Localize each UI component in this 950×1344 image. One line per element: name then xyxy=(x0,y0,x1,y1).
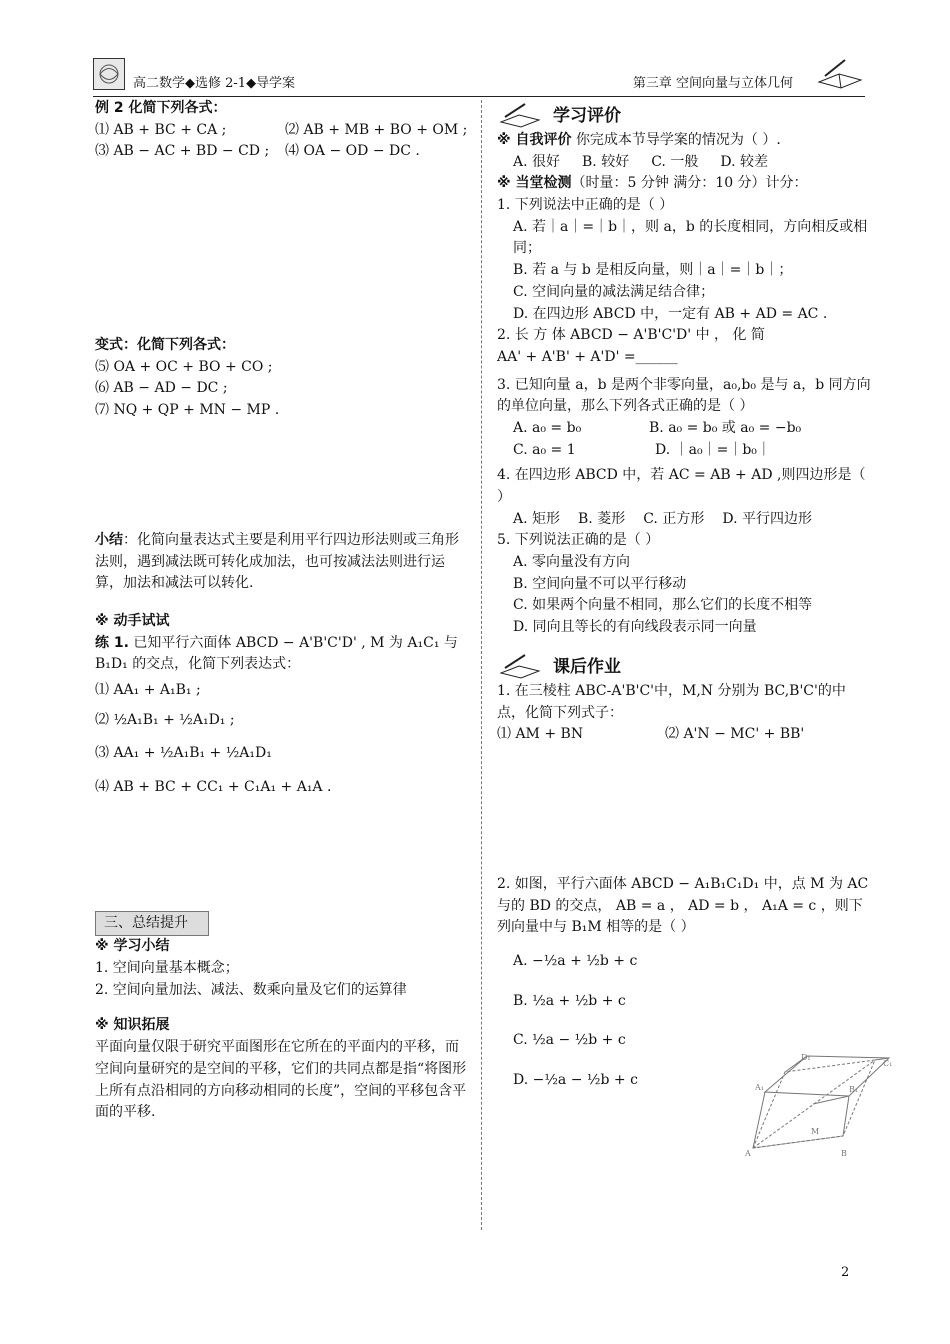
self-eval-text: 你完成本节导学案的情况为（ ）. xyxy=(575,132,781,148)
page-number: 2 xyxy=(841,1265,850,1280)
page-header xyxy=(93,58,865,97)
book-icon xyxy=(497,102,545,130)
exercise-item-2: ⑵ ½A₁B₁ + ½A₁D₁ ; xyxy=(95,711,235,728)
homework-1-items xyxy=(497,724,872,746)
section3-title: 三、总结提升 xyxy=(95,911,209,937)
homework-heading xyxy=(497,653,872,681)
q3-row2 xyxy=(497,440,872,462)
try-it-title: ※ 动手试试 xyxy=(95,612,170,629)
example2-row1 xyxy=(95,120,472,142)
self-eval-label: ※ 自我评价 xyxy=(497,132,572,148)
example2-item-4: ⑷ OA − OD − DC . xyxy=(285,143,420,160)
exercise-item-1: ⑴ AA₁ + A₁B₁ ; xyxy=(95,681,201,698)
q3-option-d: D. ｜a₀｜=｜b₀｜ xyxy=(655,441,771,458)
variant-item-5: ⑸ OA + OC + BO + CO ; xyxy=(95,358,273,375)
homework-title: 课后作业 xyxy=(553,656,621,677)
book-icon xyxy=(497,653,545,681)
homework-1-item-2: ⑵ A'N − MC' + BB' xyxy=(665,726,805,743)
example2-title: 例 2 化简下列各式： xyxy=(95,100,227,116)
q4-option-c: C. 正方形 xyxy=(643,510,705,527)
exercise-1-label: 练 1. xyxy=(95,634,129,651)
variant-item-7: ⑺ NQ + QP + MN − MP . xyxy=(95,402,280,419)
figure-label-A1: A₁ xyxy=(755,1083,764,1092)
q5-stem: 5. 下列说法正确的是（ ） xyxy=(497,532,660,549)
figure-label-M: M xyxy=(811,1127,820,1136)
example2-item-1: ⑴ AB + BC + CA ; xyxy=(95,121,227,138)
q2-expr: AA' + A'B' + A'D' =______ xyxy=(497,348,678,365)
self-eval-option-b: B. 较好 xyxy=(582,153,630,170)
example2-row2 xyxy=(95,141,472,163)
evaluation-heading xyxy=(497,102,872,130)
q1-option-a: A. 若｜a｜=｜b｜，则 a，b 的长度相同，方向相反或相同； xyxy=(513,218,868,257)
study-summary-1: 1. 空间向量基本概念； xyxy=(95,960,239,977)
header-right-title: 第三章 空间向量与立体几何 xyxy=(632,76,793,91)
summary-note-label: 小结 xyxy=(95,531,123,548)
exercise-1-text: 已知平行六面体 ABCD − A'B'C'D' , M 为 A₁C₁ 与 B₁D₁ 的交点，化简下列表达式： xyxy=(95,634,458,673)
left-column xyxy=(95,98,472,1124)
homework-1-item-1: ⑴ AM + BN xyxy=(497,726,584,743)
q4-option-d: D. 平行四边形 xyxy=(722,510,812,527)
figure-label-B: B xyxy=(841,1149,847,1158)
exercise-1 xyxy=(95,633,472,676)
q2-stem: 2. 长 方 体 ABCD − A'B'C'D' 中 ， 化 简 xyxy=(497,327,765,344)
evaluation-title: 学习评价 xyxy=(553,105,621,126)
figure-label-C1: C₁ xyxy=(883,1059,893,1068)
study-summary-title: ※ 学习小结 xyxy=(95,938,170,955)
study-summary-2: 2. 空间向量加法、减法、数乘向量及它们的运算律 xyxy=(95,981,407,998)
q1-stem: 1. 下列说法中正确的是（ ） xyxy=(497,197,674,214)
self-eval-option-d: D. 较差 xyxy=(720,153,768,170)
variant-title: 变式：化简下列各式： xyxy=(95,337,235,354)
q5-option-a: A. 零向量没有方向 xyxy=(513,554,631,571)
homework-2-option-c: C. ½a − ½b + c xyxy=(513,1032,626,1049)
q4-stem: 4. 在四边形 ABCD 中，若 AC = AB + AD ,则四边形是（ ） xyxy=(497,467,866,505)
q4-option-b: B. 菱形 xyxy=(578,510,626,527)
q4-option-a: A. 矩形 xyxy=(513,510,561,527)
homework-1-stem: 1. 在三棱柱 ABC-A'B'C'中，M,N 分别为 BC,B'C'的中点，化简下列式子： xyxy=(497,682,846,721)
example2-item-3: ⑶ AB − AC + BD − CD ; xyxy=(95,143,270,160)
book-icon xyxy=(815,56,865,90)
self-eval-option-a: A. 很好 xyxy=(513,153,561,170)
summary-note xyxy=(95,530,472,595)
homework-2-option-b: B. ½a + ½b + c xyxy=(513,992,626,1009)
parallelepiped-figure xyxy=(745,1052,895,1164)
homework-2-stem: 2. 如图，平行六面体 ABCD − A₁B₁C₁D₁ 中，点 M 为 AC 与的 BD 的交点， AB = a ， AD = b ， A₁A = c ，则下列向量中与 B₁M 相等的是（ ） xyxy=(497,875,869,936)
q3-option-a: A. a₀ = b₀ xyxy=(513,419,582,436)
quiz-label: ※ 当堂检测 xyxy=(497,175,572,192)
figure-label-D1: D₁ xyxy=(801,1053,811,1062)
q1-option-c: C. 空间向量的减法满足结合律； xyxy=(513,283,715,300)
q5-option-d: D. 同向且等长的有向线段表示同一向量 xyxy=(513,619,757,636)
extension-text: 平面向量仅限于研究平面图形在它所在的平面内的平移，而空间向量研究的是空间的平移，它们的共同点都是指“将图形上所有点沿相同的方向移动相同的长度”，空间的平移包含平面的平移. xyxy=(95,1039,467,1121)
column-divider xyxy=(481,100,482,1230)
self-eval-options xyxy=(497,152,872,174)
header-logo-icon xyxy=(93,58,125,90)
homework-2-option-d: D. −½a − ½b + c xyxy=(513,1072,638,1088)
right-column xyxy=(497,102,872,1092)
homework-2-option-a: A. −½a + ½b + c xyxy=(513,952,638,969)
example2-item-2: ⑵ AB + MB + BO + OM ; xyxy=(285,121,468,138)
q3-row1 xyxy=(497,418,872,440)
figure-label-B1: B₁ xyxy=(849,1085,859,1094)
q5-option-c: C. 如果两个向量不相同，那么它们的长度不相等 xyxy=(513,597,813,614)
q3-stem: 3. 已知向量 a，b 是两个非零向量，a₀,b₀ 是与 a，b 同方向的单位向量，那么下列各式正确的是（ ） xyxy=(497,376,871,415)
q5-option-b: B. 空间向量不可以平行移动 xyxy=(513,575,687,592)
q3-option-b: B. a₀ = b₀ 或 a₀ = −b₀ xyxy=(649,419,802,436)
extension-title: ※ 知识拓展 xyxy=(95,1017,170,1034)
q1-option-b: B. 若 a 与 b 是相反向量，则｜a｜=｜b｜； xyxy=(513,262,793,279)
variant-item-6: ⑹ AB − AD − DC ; xyxy=(95,380,228,397)
q3-option-c: C. a₀ = 1 xyxy=(513,441,576,458)
exercise-item-4: ⑷ AB + BC + CC₁ + C₁A₁ + A₁A . xyxy=(95,779,332,795)
q4-options xyxy=(497,509,872,531)
exercise-item-3: ⑶ AA₁ + ½A₁B₁ + ½A₁D₁ xyxy=(95,745,272,762)
q1-option-d: D. 在四边形 ABCD 中，一定有 AB + AD = AC . xyxy=(513,305,828,322)
summary-note-text: ：化简向量表达式主要是利用平行四边形法则或三角形法则，遇到减法既可转化成加法，也可按减法法则进行运算，加法和减法可以转化. xyxy=(95,531,459,592)
figure-label-A: A xyxy=(745,1149,751,1158)
header-left-title: 高二数学◆选修 2-1◆导学案 xyxy=(133,76,296,91)
self-eval-option-c: C. 一般 xyxy=(651,153,699,170)
quiz-meta: （时量：5 分钟 满分：10 分）计分： xyxy=(571,175,808,192)
